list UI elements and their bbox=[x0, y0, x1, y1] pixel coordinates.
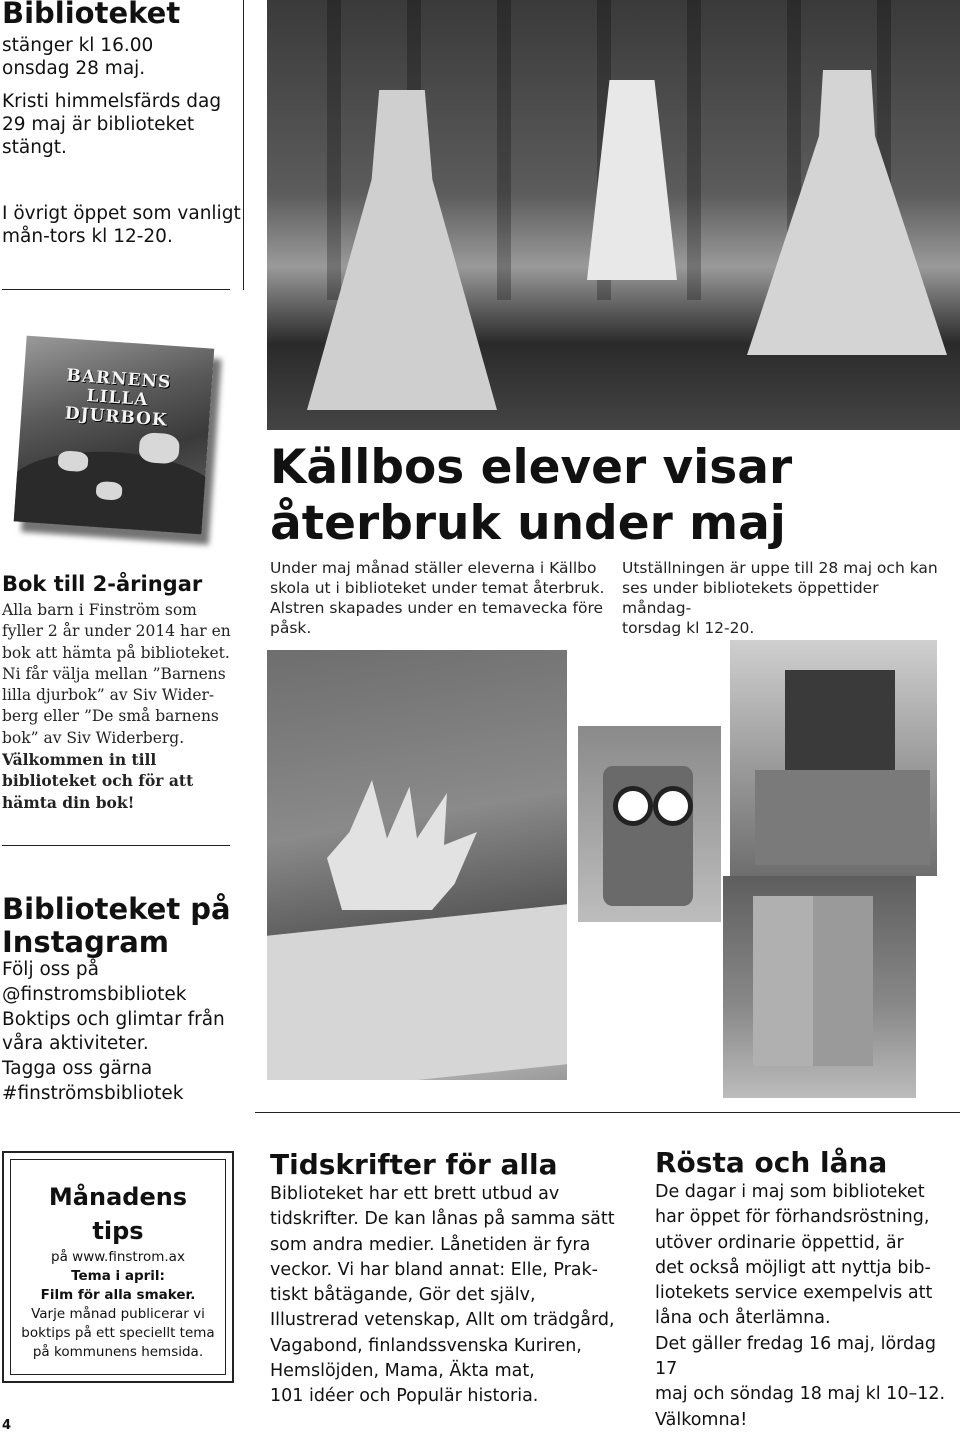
curtain-fold bbox=[687, 0, 701, 300]
feature-line: ses under bibliotekets öppettider måndag- bbox=[622, 579, 879, 617]
book-line: berg eller ”De små barnens bbox=[2, 707, 219, 726]
book-bold-line: Välkommen in till bbox=[2, 750, 157, 770]
tip-heading-line: Månadens bbox=[48, 1183, 188, 1211]
tip-theme-label: Tema i april: bbox=[71, 1268, 165, 1284]
book-bold-line: biblioteket och för att bbox=[2, 771, 194, 791]
carton-face-shape bbox=[813, 896, 873, 1066]
magazines-line: 101 idéer och Populär historia. bbox=[270, 1386, 539, 1407]
feature-line: Utställningen är uppe till 28 maj och kan bbox=[622, 559, 938, 577]
book-line: lilla djurbok” av Siv Wider- bbox=[2, 686, 215, 705]
vote-line: maj och söndag 18 maj kl 10–12. bbox=[655, 1384, 946, 1405]
divider-bottom bbox=[255, 1112, 960, 1113]
magazines-text bbox=[270, 1182, 630, 1410]
vote-text bbox=[655, 1180, 955, 1433]
column-divider bbox=[243, 0, 244, 290]
feature-heading bbox=[270, 440, 950, 552]
instagram-heading bbox=[2, 893, 231, 959]
cover-animal-shape bbox=[57, 450, 88, 472]
tip-line: på kommunens hemsida. bbox=[32, 1344, 204, 1360]
robot-body-shape bbox=[755, 770, 930, 865]
book-line: bok” av Siv Widerberg. bbox=[2, 728, 185, 747]
curtain-fold bbox=[327, 0, 341, 300]
vote-line: utöver ordinarie öppettid, är bbox=[655, 1232, 904, 1253]
monthly-tip-box bbox=[2, 1151, 234, 1383]
book-bold-line: hämta din bok! bbox=[2, 792, 135, 812]
instagram-handle: @finstromsbibliotek bbox=[2, 983, 187, 1005]
book-cover bbox=[14, 336, 215, 535]
feature-line: Under maj månad ställer eleverna i Källbo bbox=[270, 559, 597, 577]
closing-notice bbox=[2, 34, 242, 80]
vote-line: De dagar i maj som biblioteket bbox=[655, 1182, 925, 1202]
tip-heading-line: tips bbox=[92, 1217, 144, 1245]
holiday-line: stängt. bbox=[2, 137, 67, 158]
holiday-line: Kristi himmelsfärds dag bbox=[2, 91, 222, 112]
vote-line: det också möjligt att nyttja bib- bbox=[655, 1257, 931, 1278]
carton-dress bbox=[747, 70, 947, 370]
book-text bbox=[2, 600, 234, 813]
box-robot-photo bbox=[730, 640, 937, 876]
vote-line: låna och återlämna. bbox=[655, 1308, 831, 1329]
vote-heading: Rösta och låna bbox=[655, 1146, 888, 1179]
instagram-line: våra aktiviteter. bbox=[2, 1033, 149, 1055]
grater-owl-photo bbox=[578, 726, 721, 922]
feature-line: skola ut i biblioteket under temat återbruk. bbox=[270, 579, 605, 597]
book-line: bok att hämta på biblioteket. bbox=[2, 643, 230, 662]
tip-theme: Film för alla smaker. bbox=[40, 1287, 196, 1303]
hours-line: mån-tors kl 12-20. bbox=[2, 226, 173, 247]
tip-line: boktips på ett speciellt tema bbox=[21, 1325, 215, 1341]
closing-line: stänger kl 16.00 bbox=[2, 35, 154, 56]
cover-animal-shape bbox=[138, 432, 180, 465]
feature-line: påsk. bbox=[270, 619, 312, 637]
milk-carton-photo bbox=[723, 876, 916, 1098]
magazines-line: Illustrerad vetenskap, Allt om trädgård, bbox=[270, 1310, 615, 1331]
open-book-shape bbox=[267, 904, 567, 1080]
holiday-notice bbox=[2, 90, 242, 159]
instagram-line: Tagga oss gärna bbox=[2, 1058, 153, 1080]
tip-line: Varje månad publicerar vi bbox=[31, 1306, 205, 1322]
hours-line: I övrigt öppet som vanligt bbox=[2, 203, 241, 224]
vote-line: Välkomna! bbox=[655, 1409, 748, 1430]
closing-line: onsdag 28 maj. bbox=[2, 58, 146, 79]
tip-site: på www.finstrom.ax bbox=[51, 1249, 185, 1265]
paper-hand-shape bbox=[327, 780, 477, 910]
paper-hand-photo bbox=[267, 650, 567, 1080]
instagram-heading-line: Instagram bbox=[2, 925, 169, 959]
feature-heading-line: Källbos elever visar bbox=[270, 440, 793, 495]
dresses-photo bbox=[267, 0, 960, 430]
magazines-line: tidskrifter. De kan lånas på samma sätt bbox=[270, 1209, 615, 1230]
magazines-heading: Tidskrifter för alla bbox=[270, 1148, 558, 1181]
feature-column-2 bbox=[622, 558, 952, 638]
feature-line: torsdag kl 12-20. bbox=[622, 619, 755, 637]
book-cover-title: BARNENS LILLA DJURBOK bbox=[64, 365, 172, 431]
instagram-line: Följ oss på bbox=[2, 959, 100, 980]
holiday-line: 29 maj är biblioteket bbox=[2, 114, 195, 135]
magazines-line: tiskt båtägande, Gör det själv, bbox=[270, 1285, 536, 1306]
book-heading: Bok till 2-åringar bbox=[2, 572, 203, 596]
magazines-line: Hemslöjden, Mama, Äkta mat, bbox=[270, 1361, 535, 1382]
owl-eye-shape bbox=[653, 786, 693, 826]
magazines-line: Biblioteket har ett brett utbud av bbox=[270, 1184, 560, 1204]
magazines-line: veckor. Vi har bland annat: Elle, Prak- bbox=[270, 1259, 598, 1280]
book-line: Ni får välja mellan ”Barnens bbox=[2, 664, 226, 683]
feature-column-1 bbox=[270, 558, 610, 638]
feature-line: Alstren skapades under en temavecka före bbox=[270, 599, 604, 617]
vote-line: liotekets service exempelvis att bbox=[655, 1283, 933, 1304]
robot-head-shape bbox=[785, 670, 895, 770]
monthly-tip-inner bbox=[10, 1159, 226, 1375]
instagram-heading-line: Biblioteket på bbox=[2, 892, 231, 926]
book-line: Alla barn i Finström som bbox=[2, 601, 197, 619]
instagram-text bbox=[2, 958, 242, 1107]
hours-notice bbox=[2, 202, 242, 248]
cover-animal-shape bbox=[95, 481, 122, 501]
vote-line: Det gäller fredag 16 maj, lördag 17 bbox=[655, 1333, 936, 1380]
instagram-line: Boktips och glimtar från bbox=[2, 1008, 225, 1030]
book-cover-image bbox=[20, 342, 228, 544]
owl-eye-shape bbox=[613, 786, 653, 826]
magazines-line: som andra medier. Lånetiden är fyra bbox=[270, 1234, 591, 1255]
curtain-fold bbox=[497, 0, 511, 300]
divider-mid-left bbox=[2, 845, 230, 846]
book-line: fyller 2 år under 2014 har en bbox=[2, 622, 231, 641]
vote-line: har öppet för förhandsröstning, bbox=[655, 1207, 930, 1228]
feature-heading-line: återbruk under maj bbox=[270, 496, 786, 551]
page-number: 4 bbox=[2, 1418, 12, 1433]
divider-top-left bbox=[2, 289, 230, 290]
instagram-hashtag: #finströmsbibliotek bbox=[2, 1082, 184, 1104]
carton-face-shape bbox=[753, 896, 813, 1066]
tip-heading bbox=[11, 1180, 225, 1248]
library-title: Biblioteket bbox=[2, 0, 181, 30]
magazines-line: Vagabond, finlandssvenska Kuriren, bbox=[270, 1335, 582, 1356]
